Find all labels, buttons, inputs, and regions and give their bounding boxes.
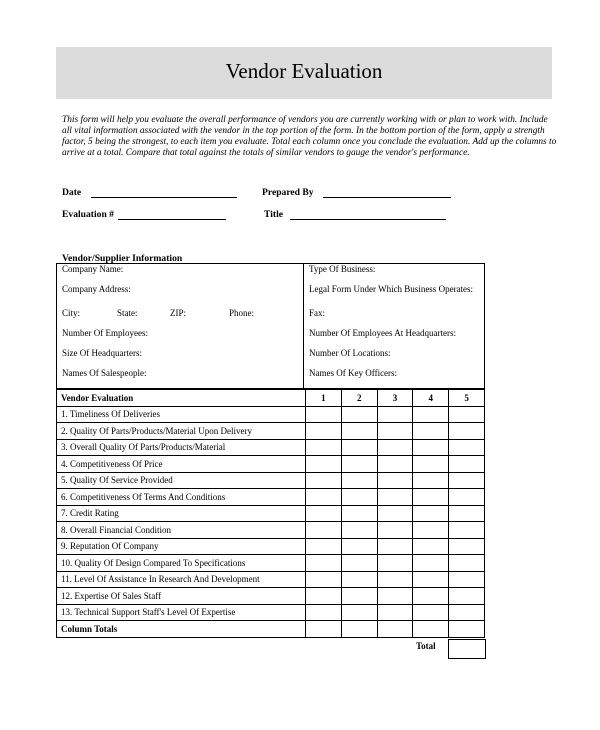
score-header-4: 4 xyxy=(413,390,449,407)
vendor-evaluation-heading: Vendor Evaluation xyxy=(57,390,306,407)
score-cell-2[interactable] xyxy=(341,621,377,638)
score-cell-2[interactable] xyxy=(341,588,377,605)
title-field[interactable] xyxy=(264,209,446,220)
state-label: State: xyxy=(117,308,138,318)
title-label: Title xyxy=(264,209,284,220)
criterion-label: 10. Quality Of Design Compared To Specifications xyxy=(57,555,306,572)
score-cell-1[interactable] xyxy=(306,439,342,456)
score-cell-3[interactable] xyxy=(377,505,413,522)
criterion-label: 13. Technical Support Staff's Level Of Expertise xyxy=(57,604,306,621)
score-cell-5[interactable] xyxy=(449,522,485,539)
score-cell-1[interactable] xyxy=(306,406,342,423)
num-locations-label: Number Of Locations: xyxy=(309,348,391,358)
size-hq-cell[interactable] xyxy=(57,348,304,368)
score-cell-4[interactable] xyxy=(413,571,449,588)
total-label: Total xyxy=(416,641,436,651)
names-key-officers-label: Names Of Key Officers: xyxy=(309,368,398,378)
score-cell-5[interactable] xyxy=(449,456,485,473)
table-row xyxy=(57,555,485,572)
score-cell-2[interactable] xyxy=(341,604,377,621)
table-row xyxy=(57,538,485,555)
criterion-label: 11. Level Of Assistance In Research And Development xyxy=(57,571,306,588)
table-row xyxy=(57,489,485,506)
score-cell-4[interactable] xyxy=(413,505,449,522)
score-cell-4[interactable] xyxy=(413,588,449,605)
criterion-label: 7. Credit Rating xyxy=(57,505,306,522)
criterion-label: 3. Overall Quality Of Parts/Products/Material xyxy=(57,439,306,456)
criterion-label: 8. Overall Financial Condition xyxy=(57,522,306,539)
score-cell-4[interactable] xyxy=(413,604,449,621)
table-row xyxy=(57,328,485,348)
criterion-label: 4. Competitiveness Of Price xyxy=(57,456,306,473)
size-hq-label: Size Of Headquarters: xyxy=(62,348,142,358)
column-totals-row xyxy=(57,621,485,638)
score-cell-5[interactable] xyxy=(449,555,485,572)
prepared-by-label: Prepared By xyxy=(262,187,314,198)
score-cell-2[interactable] xyxy=(341,439,377,456)
score-cell-3[interactable] xyxy=(377,489,413,506)
company-address-cell[interactable] xyxy=(57,284,304,308)
criterion-label: 5. Quality Of Service Provided xyxy=(57,472,306,489)
num-employees-hq-label: Number Of Employees At Headquarters: xyxy=(309,328,456,338)
table-row xyxy=(57,368,485,389)
evaluation-number-label: Evaluation # xyxy=(62,209,114,220)
score-cell-3[interactable] xyxy=(377,522,413,539)
criterion-label: 2. Quality Of Parts/Products/Material Upon Delivery xyxy=(57,423,306,440)
date-field[interactable] xyxy=(62,187,237,198)
evaluation-number-line[interactable] xyxy=(118,210,226,220)
score-cell-2[interactable] xyxy=(341,406,377,423)
score-cell-3[interactable] xyxy=(377,439,413,456)
table-row xyxy=(57,472,485,489)
page-title: Vendor Evaluation xyxy=(225,59,383,83)
score-cell-4[interactable] xyxy=(413,522,449,539)
score-cell-5[interactable] xyxy=(449,604,485,621)
score-cell-2[interactable] xyxy=(341,489,377,506)
score-cell-3[interactable] xyxy=(377,538,413,555)
score-cell-1[interactable] xyxy=(306,489,342,506)
score-cell-1[interactable] xyxy=(306,555,342,572)
score-cell-3[interactable] xyxy=(377,555,413,572)
score-cell-4[interactable] xyxy=(413,489,449,506)
type-of-business-cell[interactable] xyxy=(304,264,485,285)
score-cell-3[interactable] xyxy=(377,456,413,473)
score-cell-5[interactable] xyxy=(449,439,485,456)
score-header-1: 1 xyxy=(306,390,342,407)
prepared-by-field[interactable] xyxy=(262,187,451,198)
score-cell-1[interactable] xyxy=(306,423,342,440)
score-cell-3[interactable] xyxy=(377,588,413,605)
score-header-2: 2 xyxy=(341,390,377,407)
fax-cell[interactable] xyxy=(304,308,485,328)
table-row xyxy=(57,284,485,308)
score-cell-5[interactable] xyxy=(449,472,485,489)
score-cell-3[interactable] xyxy=(377,621,413,638)
score-cell-1[interactable] xyxy=(306,456,342,473)
company-name-label: Company Name: xyxy=(62,264,124,274)
column-totals-label: Column Totals xyxy=(57,621,306,638)
score-cell-2[interactable] xyxy=(341,522,377,539)
score-cell-4[interactable] xyxy=(413,472,449,489)
score-cell-3[interactable] xyxy=(377,604,413,621)
table-row xyxy=(57,348,485,368)
num-locations-cell[interactable] xyxy=(304,348,485,368)
zip-label: ZIP: xyxy=(170,308,187,318)
names-key-officers-cell[interactable] xyxy=(304,368,485,389)
score-cell-2[interactable] xyxy=(341,555,377,572)
score-cell-1[interactable] xyxy=(306,571,342,588)
phone-label: Phone: xyxy=(229,308,255,318)
title-line[interactable] xyxy=(290,210,446,220)
score-cell-5[interactable] xyxy=(449,538,485,555)
vendor-info-heading: Vendor/Supplier Information xyxy=(62,253,183,264)
type-of-business-label: Type Of Business: xyxy=(309,264,376,274)
score-cell-2[interactable] xyxy=(341,472,377,489)
num-employees-cell[interactable] xyxy=(57,328,304,348)
fax-label: Fax: xyxy=(309,308,326,318)
date-line[interactable] xyxy=(91,188,237,198)
intro-text: This form will help you evaluate the overall performance of vendors you are currently working with or plan to work with. Include all vital information associated with the vendor in the top portion of the form. In the bottom portion of the form, apply a strength factor, 5 being the strongest, to each item you evaluate. Total each column once you conclude the evaluation. Add up the columns to arrive at a total. Compare that total against the totals of similar vendors to gauge the vendor's performance. xyxy=(62,115,557,159)
legal-form-cell[interactable] xyxy=(304,284,485,308)
vendor-info-table xyxy=(56,263,485,389)
table-row xyxy=(57,571,485,588)
legal-form-label: Legal Form Under Which Business Operates: xyxy=(309,284,474,294)
score-cell-1[interactable] xyxy=(306,588,342,605)
score-cell-4[interactable] xyxy=(413,423,449,440)
title-bar xyxy=(56,47,552,99)
score-cell-1[interactable] xyxy=(306,538,342,555)
names-salespeople-cell[interactable] xyxy=(57,368,304,389)
score-cell-5[interactable] xyxy=(449,406,485,423)
criterion-label: 6. Competitiveness Of Terms And Conditions xyxy=(57,489,306,506)
table-row xyxy=(57,308,485,328)
city-state-zip-phone-cell[interactable] xyxy=(57,308,304,328)
table-row xyxy=(57,522,485,539)
score-cell-4[interactable] xyxy=(413,406,449,423)
prepared-by-line[interactable] xyxy=(323,188,451,198)
score-cell-2[interactable] xyxy=(341,423,377,440)
score-cell-3[interactable] xyxy=(377,472,413,489)
company-address-label: Company Address: xyxy=(62,284,131,294)
score-cell-4[interactable] xyxy=(413,538,449,555)
table-row xyxy=(57,604,485,621)
score-cell-3[interactable] xyxy=(377,423,413,440)
table-row xyxy=(57,406,485,423)
score-cell-2[interactable] xyxy=(341,571,377,588)
criterion-label: 1. Timeliness Of Deliveries xyxy=(57,406,306,423)
score-cell-3[interactable] xyxy=(377,571,413,588)
score-cell-1[interactable] xyxy=(306,505,342,522)
score-cell-4[interactable] xyxy=(413,555,449,572)
table-row xyxy=(57,423,485,440)
total-row xyxy=(56,639,485,657)
score-cell-2[interactable] xyxy=(341,505,377,522)
table-row xyxy=(57,505,485,522)
score-header-5: 5 xyxy=(449,390,485,407)
company-name-cell[interactable] xyxy=(57,264,304,285)
score-cell-5[interactable] xyxy=(449,588,485,605)
table-row xyxy=(57,588,485,605)
score-header-3: 3 xyxy=(377,390,413,407)
score-cell-2[interactable] xyxy=(341,456,377,473)
table-header-row xyxy=(57,390,485,407)
score-cell-3[interactable] xyxy=(377,406,413,423)
score-cell-5[interactable] xyxy=(449,505,485,522)
total-input-box[interactable] xyxy=(448,639,486,659)
score-cell-5[interactable] xyxy=(449,621,485,638)
score-cell-1[interactable] xyxy=(306,472,342,489)
score-cell-4[interactable] xyxy=(413,621,449,638)
num-employees-label: Number Of Employees: xyxy=(62,328,148,338)
score-cell-1[interactable] xyxy=(306,604,342,621)
criterion-label: 9. Reputation Of Company xyxy=(57,538,306,555)
vendor-evaluation-table xyxy=(56,389,485,638)
city-label: City: xyxy=(62,308,81,318)
score-cell-5[interactable] xyxy=(449,423,485,440)
score-cell-4[interactable] xyxy=(413,439,449,456)
score-cell-4[interactable] xyxy=(413,456,449,473)
evaluation-number-field[interactable] xyxy=(62,209,226,220)
num-employees-hq-cell[interactable] xyxy=(304,328,485,348)
table-row xyxy=(57,439,485,456)
names-salespeople-label: Names Of Salespeople: xyxy=(62,368,147,378)
date-label: Date xyxy=(62,187,82,198)
score-cell-1[interactable] xyxy=(306,522,342,539)
score-cell-5[interactable] xyxy=(449,489,485,506)
criterion-label: 12. Expertise Of Sales Staff xyxy=(57,588,306,605)
score-cell-5[interactable] xyxy=(449,571,485,588)
table-row xyxy=(57,264,485,285)
score-cell-1[interactable] xyxy=(306,621,342,638)
table-row xyxy=(57,456,485,473)
score-cell-2[interactable] xyxy=(341,538,377,555)
